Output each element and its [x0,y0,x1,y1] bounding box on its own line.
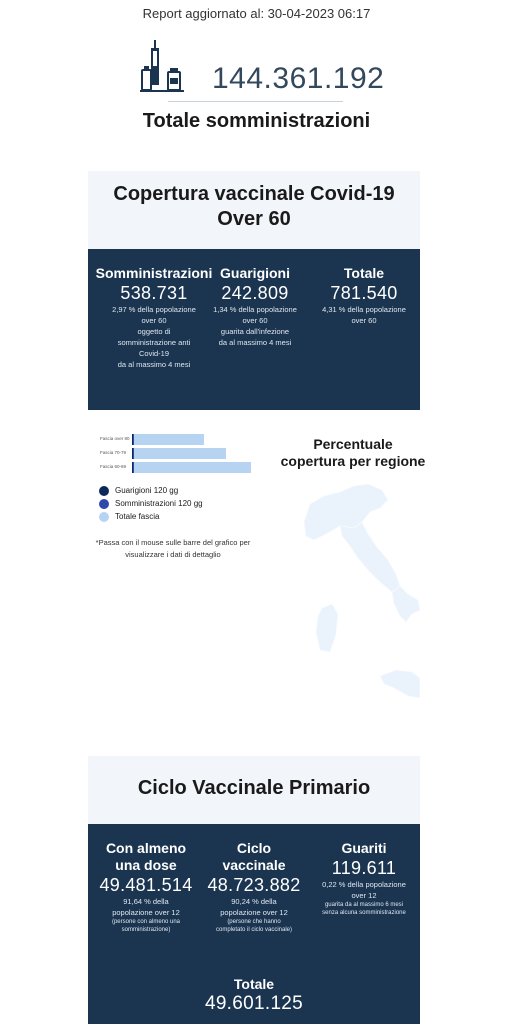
legend-dot-icon [99,486,109,496]
coverage-title-line2: Over 60 [217,208,291,230]
coverage-col-desc: over 60 [242,316,268,325]
total-administrations [0,36,513,136]
legend-label: Totale fascia [115,512,160,521]
cycle-col-desc: popolazione over 12 [220,908,288,917]
cycle-col-desc: 90,24 % della [231,897,277,906]
coverage-col-title: Guarigioni [220,265,290,281]
coverage-col-title: Totale [343,265,385,281]
cycle-col-desc: popolazione over 12 [112,908,180,917]
total-administrations-value: 144.361.192 [212,62,385,95]
coverage-card-header [88,171,420,249]
vaccine-syringe-vials-icon [140,40,184,92]
cycle-totale [88,976,420,1015]
cycle-col-title: Ciclo [236,840,272,856]
cycle-col-desc: 0,22 % della popolazione [322,880,406,889]
italy-region-map[interactable] [296,482,420,702]
age-band-bar-chart[interactable] [97,430,259,478]
cycle-totale-label: Totale [233,976,275,992]
coverage-col-totale [312,265,416,326]
legend-label: Guarigioni 120 gg [115,486,179,495]
cycle-col-value: 119.611 [331,858,397,878]
coverage-col-desc: oggetto di [137,327,171,336]
cycle-col-note: guarita da al massimo 6 mesi [324,902,404,908]
cycle-col-title: Guariti [341,840,387,856]
bar-category-label: Fascia 60-69 [100,464,127,469]
coverage-col-value: 538.731 [120,283,188,303]
cycle-col-note: (persone che hanno [227,919,281,925]
cycle-col-value: 49.481.514 [99,875,193,895]
cycle-col-note: completato il ciclo vaccinale) [215,927,293,933]
legend-dot-icon [99,512,109,522]
bar-row[interactable] [97,462,259,473]
coverage-col-title: Somministrazioni [95,265,213,281]
map-region-sardinia[interactable] [316,604,338,652]
divider [168,101,343,102]
coverage-title-line1: Copertura vaccinale Covid-19 [113,183,395,205]
cycle-title: Ciclo Vaccinale Primario [137,777,371,799]
coverage-card-body [88,249,420,410]
legend-item[interactable] [99,511,203,524]
cycle-col-guariti [314,840,414,917]
coverage-col-desc: Covid-19 [138,349,169,358]
cycle-col-note: somministrazione) [121,927,171,933]
bar-guarigioni[interactable] [132,462,133,473]
coverage-col-value: 781.540 [330,283,398,303]
legend-item[interactable] [99,485,203,498]
bar-guarigioni[interactable] [132,448,133,459]
hint-line: *Passa con il mouse sulle barre del grafico per [95,538,251,547]
cycle-col-almeno-una-dose [96,840,196,934]
cycle-col-note: senza alcuna somministrazione [322,910,406,916]
cycle-col-note: (persone con almeno una [111,919,181,925]
bar-totale-fascia[interactable] [132,434,204,445]
map-region-sicily[interactable] [380,670,420,698]
bar-row[interactable] [97,434,259,445]
legend-label: Somministrazioni 120 gg [115,499,203,508]
report-updated-date: Report aggiornato al: 30-04-2023 06:17 [142,6,371,21]
map-region-south[interactable] [392,586,420,622]
chart-hint [88,537,258,561]
map-title-line: copertura per regione [280,453,426,469]
coverage-col-desc: 4,31 % della popolazione [322,305,406,314]
cycle-col-title: vaccinale [222,857,286,873]
coverage-col-somministrazioni [94,265,214,370]
legend-dot-icon [99,499,109,509]
bar-totale-fascia[interactable] [132,462,251,473]
cycle-col-ciclo-vaccinale [202,840,306,934]
coverage-col-desc: 1,34 % della popolazione [213,305,297,314]
cycle-card-header [88,756,420,824]
cycle-col-title: Con almeno [105,840,187,856]
coverage-col-desc: over 60 [141,316,167,325]
chart-legend [99,485,203,524]
cycle-col-desc: over 12 [351,891,377,900]
cycle-col-value: 48.723.882 [207,875,301,895]
map-region-centre[interactable] [340,522,400,592]
coverage-col-desc: 2,97 % della popolazione [112,305,196,314]
bar-totale-fascia[interactable] [132,448,226,459]
bar-guarigioni[interactable] [132,434,133,445]
coverage-col-guarigioni [208,265,302,348]
hint-line: visualizzare i dati di dettaglio [125,550,221,559]
coverage-col-desc: guarita dall'infezione [220,327,290,336]
total-administrations-label: Totale somministrazioni [142,110,371,132]
coverage-col-desc: da al massimo 4 mesi [117,360,191,369]
legend-item[interactable] [99,498,203,511]
cycle-col-title: una dose [115,857,177,873]
bar-category-label: Fascia 70-79 [100,450,127,455]
cycle-col-desc: 91,64 % della [123,897,169,906]
map-title [262,436,444,470]
coverage-col-desc: da al massimo 4 mesi [218,338,292,347]
cycle-totale-value: 49.601.125 [204,993,304,1014]
bar-category-label: Fascia over 80 [100,436,130,441]
bar-row[interactable] [97,448,259,459]
coverage-col-value: 242.809 [221,283,289,303]
cycle-card-body [88,824,420,1024]
coverage-col-desc: somministrazione anti [117,338,191,347]
coverage-col-desc: over 60 [351,316,377,325]
map-title-line: Percentuale [313,436,393,452]
